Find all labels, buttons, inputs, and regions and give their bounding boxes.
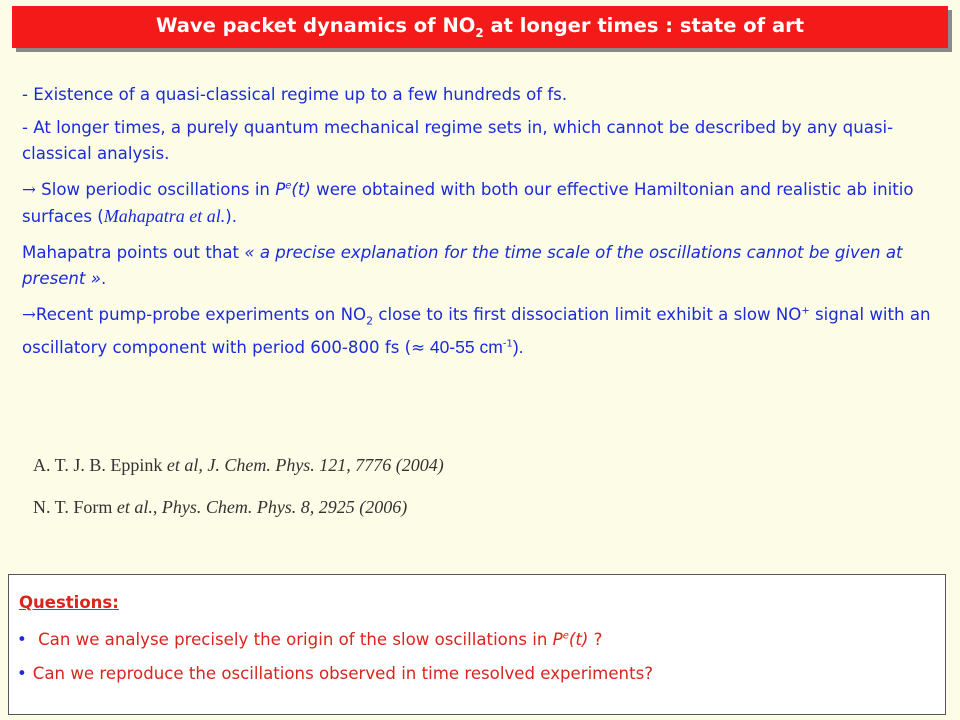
paragraph-mahapatra-quote: Mahapatra points out that « a precise explanation for the time scale of the oscillations cannot be given at present ». (22, 243, 903, 288)
reference-eppink: A. T. J. B. Eppink et al, J. Chem. Phys. 121, 7776 (2004) (33, 455, 444, 475)
questions-box (8, 574, 946, 715)
reference-form: N. T. Form et al., Phys. Chem. Phys. 8, 2925 (2006) (33, 497, 408, 517)
questions-heading: Questions: (19, 593, 119, 612)
citation-mahapatra: Mahapatra et al. (103, 206, 226, 226)
arrow-icon: → (22, 180, 36, 199)
question-item-1: • Can we analyse precisely the origin of the slow oscillations in $P^e(t)$ ? (17, 630, 603, 649)
title-text: Wave packet dynamics of $NO_2$ at longer times : state of art (155, 14, 805, 40)
bullet-icon: • (17, 630, 27, 649)
paragraph-pump-probe: →Recent pump-probe experiments on $NO_2$ close to its first dissociation limit exhibit a slow NO+ signal with an oscillatory component with period 600-800 fs (≈ 40-55 $cm^{-1}$). (22, 305, 931, 358)
quote-text: « a precise explanation for the time scale of the oscillations cannot be given at present » (22, 243, 903, 288)
bullet-icon: • (17, 664, 27, 683)
body-text (22, 82, 942, 371)
question-item-2: • Can we reproduce the oscillations observed in time resolved experiments? (17, 664, 654, 683)
paragraph-quantum-regime: - At longer times, a purely quantum mechanical regime sets in, which cannot be described by any quasi-classical analysis. (22, 118, 894, 163)
slide-title (12, 6, 948, 48)
paragraph-quasi-classical: - Existence of a quasi-classical regime up to a few hundreds of fs. (22, 85, 568, 104)
paragraph-slow-oscillations: → Slow periodic oscillations in $P^e(t)$ were obtained with both our effective Hamiltonian and realistic ab initio surfaces (Mahapatra et al.). (22, 180, 914, 226)
arrow-icon: → (22, 305, 36, 324)
pe-symbol: $P^e(t)$ (275, 180, 311, 199)
